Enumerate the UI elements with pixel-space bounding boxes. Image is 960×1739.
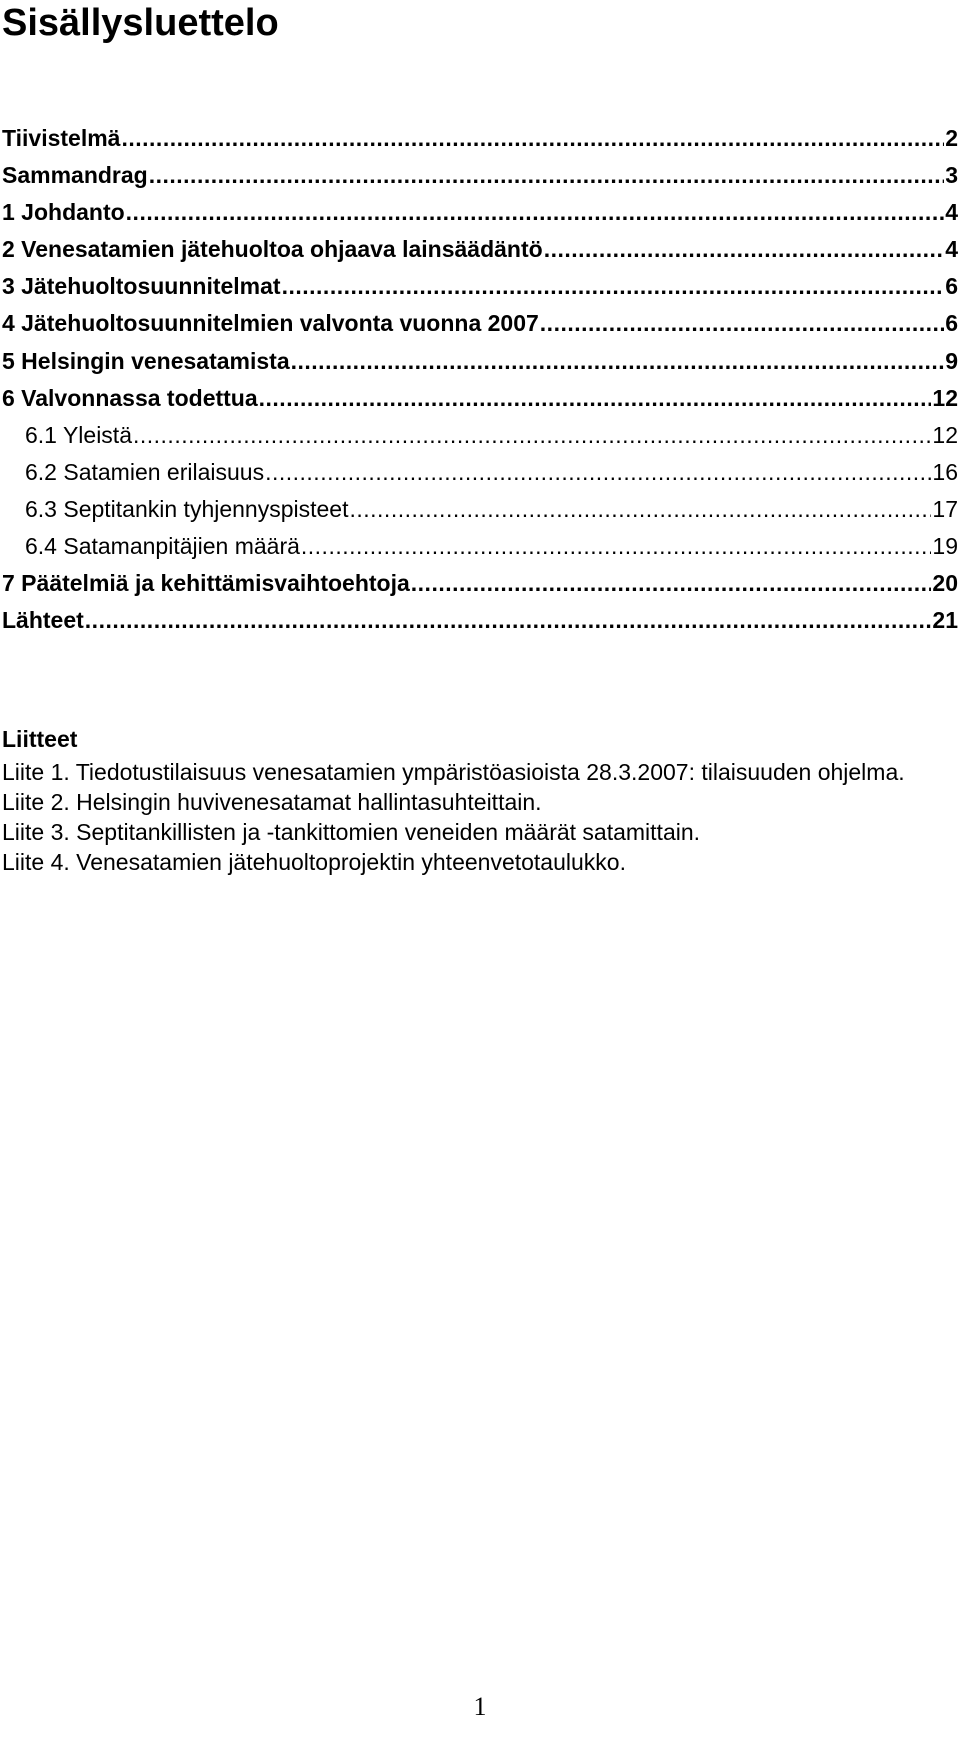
toc-entry-label: Lähteet bbox=[2, 607, 84, 634]
toc-dot-leader bbox=[259, 380, 932, 417]
appendix-item: Liite 1. Tiedotustilaisuus venesatamien ympäristöasioista 28.3.2007: tilaisuuden ohjelma. bbox=[2, 759, 905, 785]
toc-dot-leader bbox=[265, 454, 931, 491]
toc-entry[interactable] bbox=[2, 157, 958, 194]
toc-dot-leader bbox=[149, 157, 944, 194]
toc-entry[interactable] bbox=[2, 380, 958, 417]
table-of-contents bbox=[2, 120, 958, 639]
toc-entry[interactable] bbox=[2, 454, 958, 491]
toc-entry-label: 7 Päätelmiä ja kehittämisvaihtoehtoja bbox=[2, 570, 410, 597]
page-title: Sisällysluettelo bbox=[2, 2, 279, 44]
toc-entry-page-number: 2 bbox=[945, 125, 958, 151]
toc-entry-page-number: 12 bbox=[932, 421, 958, 448]
toc-entry-page-number: 16 bbox=[932, 458, 958, 485]
toc-entry-label: 6.2 Satamien erilaisuus bbox=[25, 458, 265, 485]
toc-entry[interactable] bbox=[2, 491, 958, 528]
toc-entry-label: 6 Valvonnassa todettua bbox=[2, 384, 258, 411]
toc-entry-label: Sammandrag bbox=[2, 162, 148, 189]
toc-entry-label: 4 Jätehuoltosuunnitelmien valvonta vuonna 2007 bbox=[2, 310, 539, 337]
page-number: 1 bbox=[473, 1692, 487, 1721]
toc-entry[interactable] bbox=[2, 602, 958, 639]
appendix-item: Liite 3. Septitankillisten ja -tankittomien veneiden määrät satamittain. bbox=[2, 819, 701, 845]
toc-dot-leader bbox=[133, 417, 931, 454]
toc-dot-leader bbox=[121, 120, 944, 157]
toc-entry-page-number: 12 bbox=[932, 384, 958, 411]
toc-entry[interactable] bbox=[2, 528, 958, 565]
appendix-heading: Liitteet bbox=[2, 726, 78, 752]
appendix-list bbox=[2, 757, 952, 877]
toc-entry-page-number: 21 bbox=[932, 607, 958, 634]
toc-dot-leader bbox=[411, 565, 932, 602]
toc-entry-page-number: 4 bbox=[945, 236, 958, 263]
toc-entry-label: 6.3 Septitankin tyhjennyspisteet bbox=[25, 495, 349, 522]
toc-entry-page-number: 20 bbox=[932, 570, 958, 597]
toc-entry-page-number: 17 bbox=[932, 495, 958, 522]
toc-entry[interactable] bbox=[2, 343, 958, 380]
toc-dot-leader bbox=[282, 268, 945, 305]
toc-entry-page-number: 3 bbox=[945, 162, 958, 189]
toc-dot-leader bbox=[85, 602, 932, 639]
appendix-item: Liite 4. Venesatamien jätehuoltoprojektin yhteenvetotaulukko. bbox=[2, 849, 626, 875]
toc-dot-leader bbox=[349, 491, 931, 528]
toc-entry-page-number: 9 bbox=[945, 347, 958, 374]
toc-entry-label: Tiivistelmä bbox=[2, 125, 121, 151]
toc-entry-label: 3 Jätehuoltosuunnitelmat bbox=[2, 273, 281, 300]
toc-dot-leader bbox=[126, 194, 945, 231]
toc-dot-leader bbox=[544, 231, 945, 268]
toc-entry-page-number: 4 bbox=[945, 199, 958, 226]
toc-entry[interactable] bbox=[2, 268, 958, 305]
toc-entry-label: 6.1 Yleistä bbox=[25, 421, 132, 448]
toc-entry[interactable] bbox=[2, 565, 958, 602]
toc-entry-label: 5 Helsingin venesatamista bbox=[2, 347, 290, 374]
toc-entry[interactable] bbox=[2, 120, 958, 157]
toc-entry-page-number: 6 bbox=[945, 310, 958, 337]
toc-entry-page-number: 19 bbox=[932, 533, 958, 560]
toc-entry[interactable] bbox=[2, 417, 958, 454]
appendix-item: Liite 2. Helsingin huvivenesatamat hallintasuhteittain. bbox=[2, 789, 542, 815]
toc-entry[interactable] bbox=[2, 305, 958, 342]
toc-entry-label: 6.4 Satamanpitäjien määrä bbox=[25, 533, 300, 560]
toc-dot-leader bbox=[301, 528, 932, 565]
toc-dot-leader bbox=[540, 305, 944, 342]
toc-dot-leader bbox=[291, 343, 945, 380]
toc-entry[interactable] bbox=[2, 194, 958, 231]
toc-entry-label: 2 Venesatamien jätehuoltoa ohjaava lainsäädäntö bbox=[2, 236, 543, 263]
toc-entry[interactable] bbox=[2, 231, 958, 268]
toc-entry-label: 1 Johdanto bbox=[2, 199, 125, 226]
toc-entry-page-number: 6 bbox=[945, 273, 958, 300]
